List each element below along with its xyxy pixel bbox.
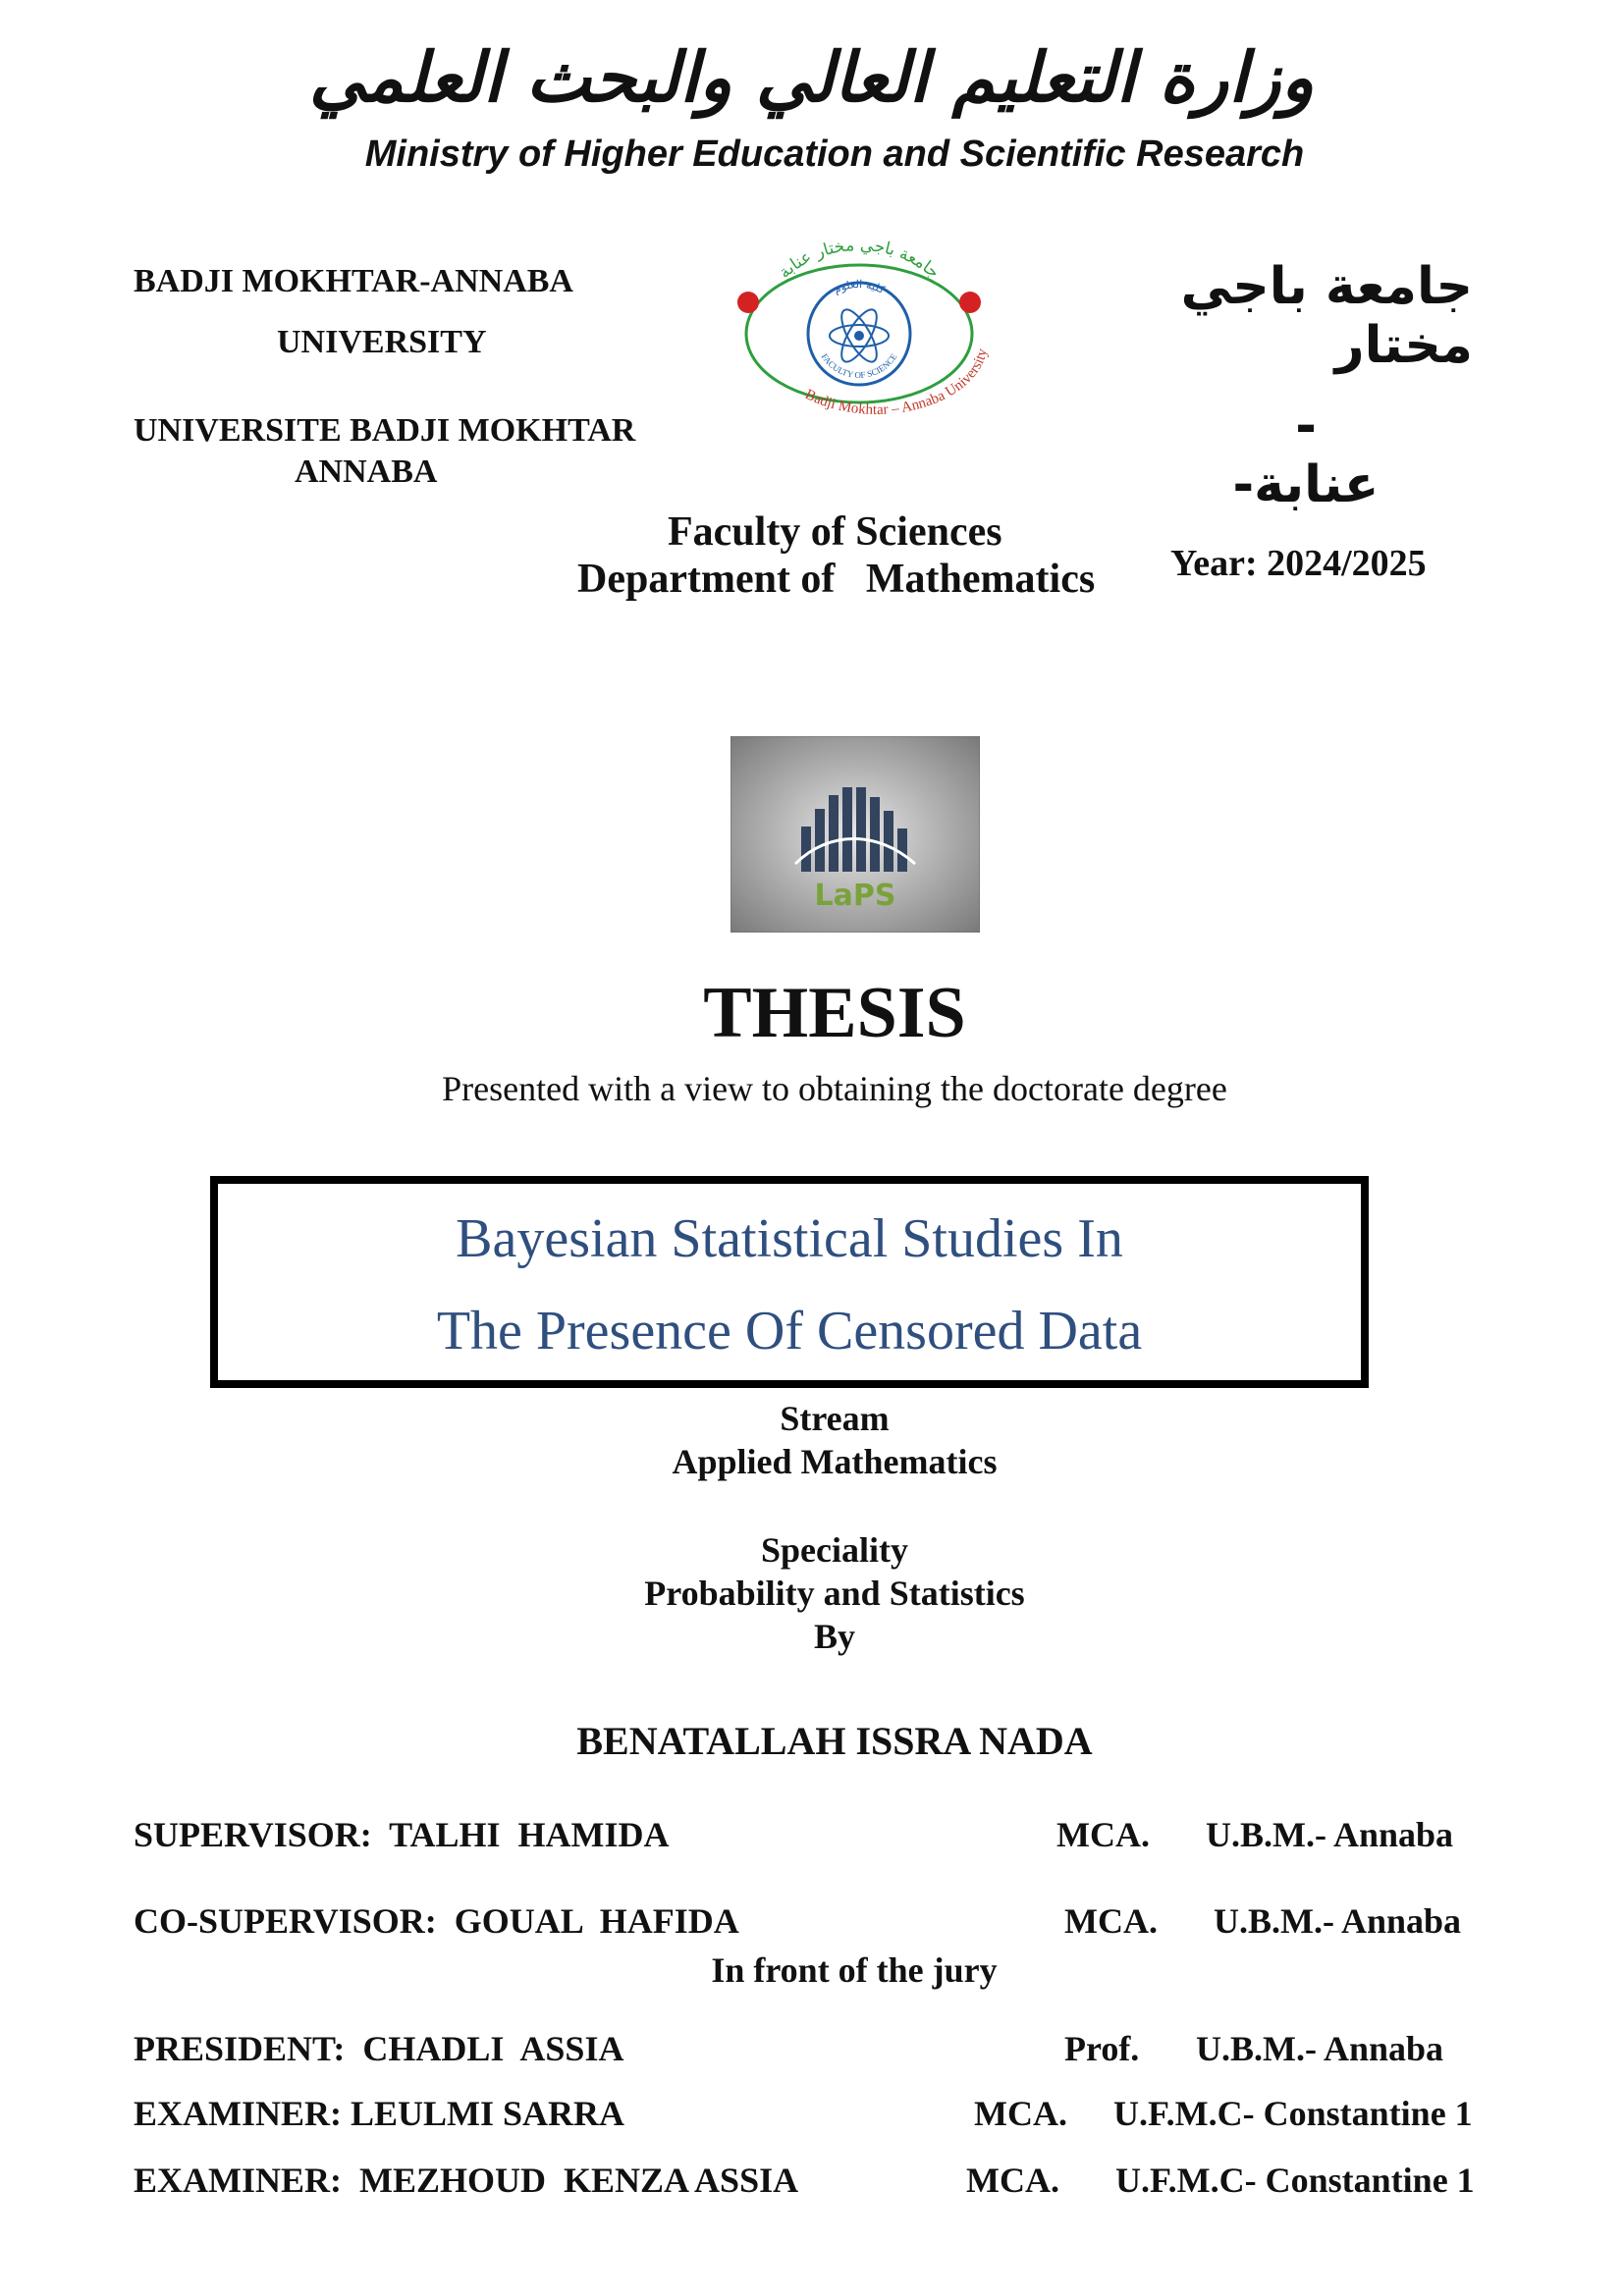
seal-bottom-arc-text: Badji Mokhtar – Annaba University xyxy=(802,347,991,418)
jury-president-name: PRESIDENT: CHADLI ASSIA xyxy=(134,2029,624,2068)
university-name-ar-line2: - عنابة- xyxy=(1232,397,1380,514)
ministry-title-arabic: وزارة التعليم العالي والبحث العلمي xyxy=(308,37,1315,118)
jury-president-grade: Prof. xyxy=(1064,2029,1140,2068)
author-name: BENATALLAH ISSRA NADA xyxy=(576,1719,1093,1763)
university-name-fr-line2: ANNABA xyxy=(295,454,438,490)
seal-red-dot-right xyxy=(959,292,981,313)
speciality-label: Speciality xyxy=(761,1530,908,1570)
department-name: Department of Mathematics xyxy=(577,557,1096,602)
seal-top-arc-text: جامعة باجي مختار عنابة xyxy=(775,235,944,283)
thesis-subheading: Presented with a view to obtaining the doctorate degree xyxy=(442,1069,1227,1108)
university-name-fr-line1: UNIVERSITE BADJI MOKHTAR xyxy=(134,412,636,449)
co-supervisor-grade: MCA. xyxy=(1064,1901,1158,1941)
jury-examiner2-institution: U.F.M.C- Constantine 1 xyxy=(1115,2161,1475,2200)
co-supervisor-institution: U.B.M.- Annaba xyxy=(1214,1901,1462,1941)
thesis-title-line1: Bayesian Statistical Studies In xyxy=(456,1208,1123,1269)
laps-lab-logo xyxy=(730,736,980,933)
university-name-en-line1: BADJI MOKHTAR-ANNABA xyxy=(134,263,573,299)
jury-examiner2-name: EXAMINER: MEZHOUD KENZA ASSIA xyxy=(134,2161,799,2200)
jury-heading: In front of the jury xyxy=(711,1950,998,1990)
university-name-en-line2: UNIVERSITY xyxy=(277,324,487,360)
faculty-name: Faculty of Sciences xyxy=(668,509,1002,555)
supervisor-institution: U.B.M.- Annaba xyxy=(1206,1815,1454,1854)
seal-inner-arabic-text: كلية العلوم xyxy=(831,277,888,296)
stream-label: Stream xyxy=(780,1399,890,1438)
thesis-title-box xyxy=(210,1176,1369,1388)
jury-president-institution: U.B.M.- Annaba xyxy=(1196,2029,1444,2068)
supervisor-grade: MCA. xyxy=(1056,1815,1150,1854)
by-label: By xyxy=(813,1617,855,1656)
faculty-seal-logo xyxy=(717,226,1001,432)
university-name-ar-line1: جامعة باجي مختار xyxy=(1180,257,1473,375)
thesis-title-line2: The Presence Of Censored Data xyxy=(436,1301,1143,1362)
co-supervisor-name: CO-SUPERVISOR: GOUAL HAFIDA xyxy=(134,1901,739,1941)
speciality-value: Probability and Statistics xyxy=(644,1574,1025,1613)
jury-examiner2-grade: MCA. xyxy=(966,2161,1059,2200)
stream-value: Applied Mathematics xyxy=(672,1442,998,1481)
jury-examiner1-grade: MCA. xyxy=(974,2094,1067,2133)
seal-inner-english-text: FACULTY OF SCIENCE xyxy=(819,351,899,381)
seal-red-dot-left xyxy=(737,292,759,313)
academic-year: Year: 2024/2025 xyxy=(1170,543,1427,584)
atom-icon xyxy=(830,305,889,367)
thesis-heading: THESIS xyxy=(703,973,966,1053)
jury-examiner1-name: EXAMINER: LEULMI SARRA xyxy=(134,2094,625,2133)
jury-examiner1-institution: U.F.M.C- Constantine 1 xyxy=(1113,2094,1473,2133)
ministry-title-english: Ministry of Higher Education and Scientific Research xyxy=(364,133,1305,175)
supervisor-name: SUPERVISOR: TALHI HAMIDA xyxy=(134,1815,670,1854)
laps-label: LaPS xyxy=(814,879,896,913)
